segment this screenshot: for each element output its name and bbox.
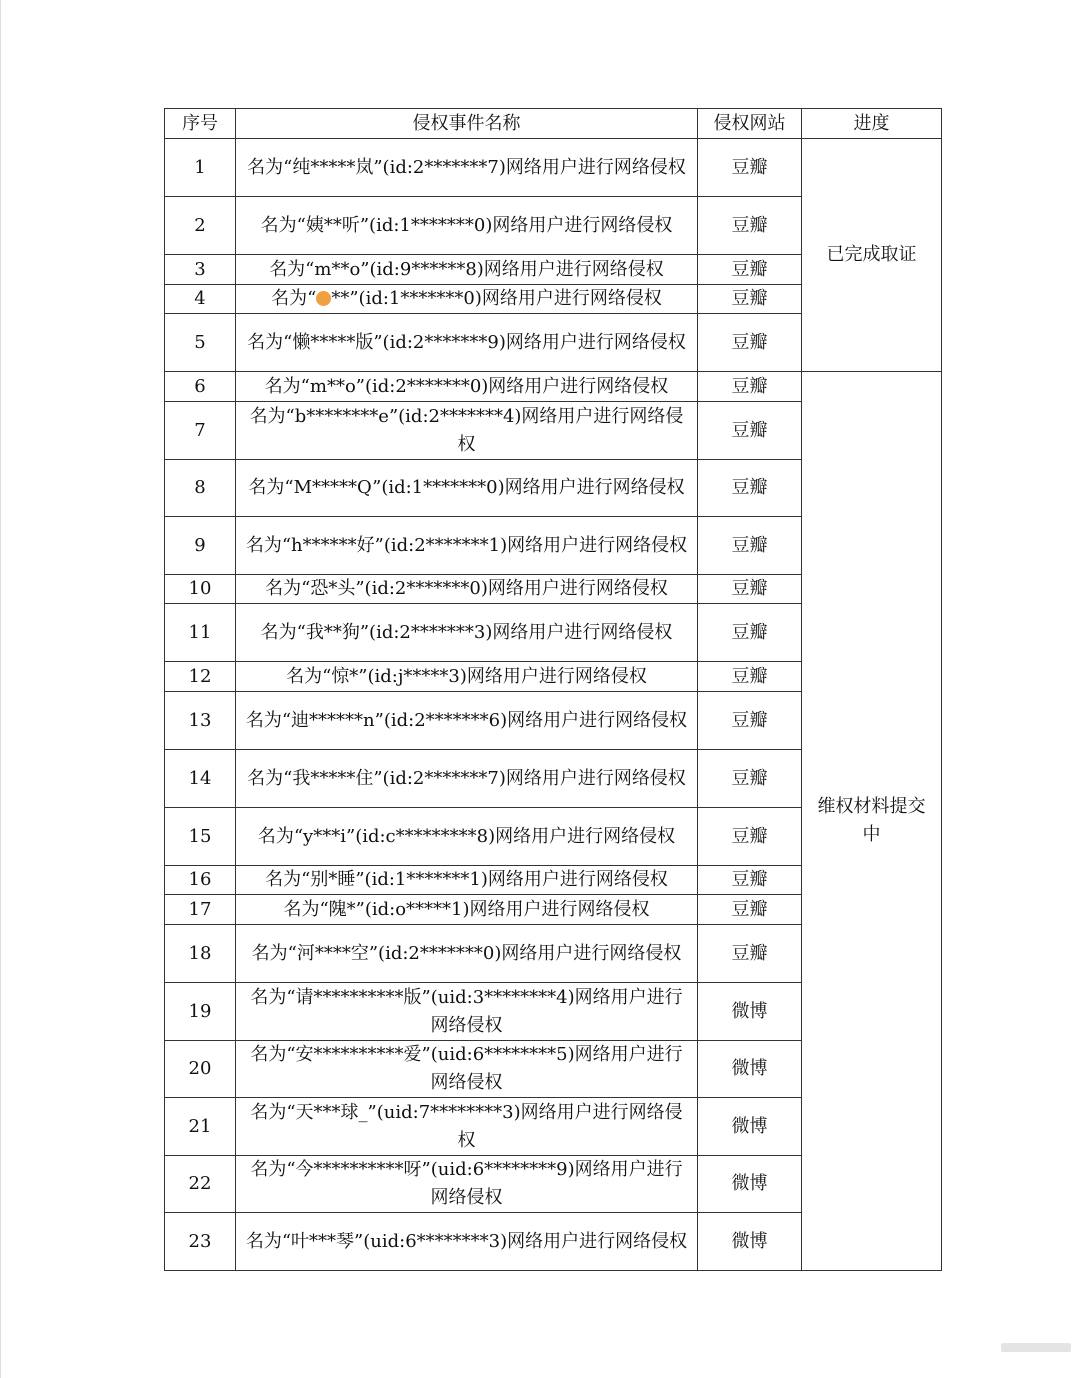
site: 豆瓣 (698, 517, 802, 575)
row-index: 6 (165, 372, 236, 402)
event-name: 名为“纯*****岚”(id:2*******7)网络用户进行网络侵权 (236, 139, 698, 197)
event-name: 名为“姨**听”(id:1*******0)网络用户进行网络侵权 (236, 197, 698, 255)
site: 豆瓣 (698, 372, 802, 402)
event-name (236, 285, 698, 314)
site: 豆瓣 (698, 575, 802, 604)
site: 豆瓣 (698, 866, 802, 895)
event-name: 名为“b********e”(id:2*******4)网络用户进行网络侵权 (236, 402, 698, 460)
site: 豆瓣 (698, 808, 802, 866)
table-row (165, 139, 942, 197)
row-index: 9 (165, 517, 236, 575)
event-name: 名为“h******好”(id:2*******1)网络用户进行网络侵权 (236, 517, 698, 575)
event-name: 名为“m**o”(id:2*******0)网络用户进行网络侵权 (236, 372, 698, 402)
row-index: 23 (165, 1213, 236, 1271)
event-name: 名为“懒*****版”(id:2*******9)网络用户进行网络侵权 (236, 314, 698, 372)
header-index: 序号 (165, 109, 236, 139)
site: 微博 (698, 1213, 802, 1271)
event-name: 名为“天***球_”(uid:7********3)网络用户进行网络侵权 (236, 1098, 698, 1156)
row-index: 18 (165, 925, 236, 983)
row-index: 20 (165, 1041, 236, 1098)
row-index: 14 (165, 750, 236, 808)
site: 豆瓣 (698, 402, 802, 460)
row-index: 15 (165, 808, 236, 866)
site: 微博 (698, 1156, 802, 1213)
row-index: 16 (165, 866, 236, 895)
event-name-rest: **”(id:1*******0)网络用户进行网络侵权 (331, 288, 662, 309)
site: 豆瓣 (698, 925, 802, 983)
row-index: 12 (165, 662, 236, 692)
header-site: 侵权网站 (698, 109, 802, 139)
event-name: 名为“请**********版”(uid:3********4)网络用户进行网络侵权 (236, 983, 698, 1041)
site: 豆瓣 (698, 314, 802, 372)
event-name: 名为“M*****Q”(id:1*******0)网络用户进行网络侵权 (236, 460, 698, 517)
event-name: 名为“我**狗”(id:2*******3)网络用户进行网络侵权 (236, 604, 698, 662)
row-index: 4 (165, 285, 236, 314)
site: 微博 (698, 1098, 802, 1156)
row-index: 7 (165, 402, 236, 460)
site: 豆瓣 (698, 255, 802, 285)
row-index: 17 (165, 895, 236, 925)
row-index: 13 (165, 692, 236, 750)
watermark-bar (1001, 1343, 1071, 1352)
table-row (165, 372, 942, 402)
header-progress: 进度 (802, 109, 942, 139)
site: 豆瓣 (698, 285, 802, 314)
progress-status: 已完成取证 (802, 139, 942, 372)
row-index: 11 (165, 604, 236, 662)
site: 豆瓣 (698, 139, 802, 197)
event-name-prefix: 名为“ (271, 288, 317, 309)
table-header-row (165, 109, 942, 139)
row-index: 3 (165, 255, 236, 285)
row-index: 1 (165, 139, 236, 197)
header-event-name: 侵权事件名称 (236, 109, 698, 139)
site: 微博 (698, 983, 802, 1041)
infringement-table (164, 108, 942, 1271)
row-index: 22 (165, 1156, 236, 1213)
row-index: 8 (165, 460, 236, 517)
event-name: 名为“叶***琴”(uid:6********3)网络用户进行网络侵权 (236, 1213, 698, 1271)
event-name: 名为“别*睡”(id:1*******1)网络用户进行网络侵权 (236, 866, 698, 895)
row-index: 19 (165, 983, 236, 1041)
progress-status: 维权材料提交中 (802, 372, 942, 1271)
row-index: 5 (165, 314, 236, 372)
event-name: 名为“今**********呀”(uid:6********9)网络用户进行网络侵权 (236, 1156, 698, 1213)
site: 豆瓣 (698, 750, 802, 808)
row-index: 10 (165, 575, 236, 604)
site: 豆瓣 (698, 692, 802, 750)
event-name: 名为“隗*”(id:o*****1)网络用户进行网络侵权 (236, 895, 698, 925)
site: 豆瓣 (698, 662, 802, 692)
face-emoji-icon (316, 291, 331, 306)
site: 豆瓣 (698, 460, 802, 517)
event-name: 名为“安**********爱”(uid:6********5)网络用户进行网络侵权 (236, 1041, 698, 1098)
site: 豆瓣 (698, 197, 802, 255)
event-name: 名为“河****空”(id:2*******0)网络用户进行网络侵权 (236, 925, 698, 983)
event-name: 名为“惊*”(id:j*****3)网络用户进行网络侵权 (236, 662, 698, 692)
event-name: 名为“恐*头”(id:2*******0)网络用户进行网络侵权 (236, 575, 698, 604)
event-name: 名为“我*****住”(id:2*******7)网络用户进行网络侵权 (236, 750, 698, 808)
event-name: 名为“y***i”(id:c*********8)网络用户进行网络侵权 (236, 808, 698, 866)
event-name: 名为“迪******n”(id:2*******6)网络用户进行网络侵权 (236, 692, 698, 750)
event-name: 名为“m**o”(id:9******8)网络用户进行网络侵权 (236, 255, 698, 285)
site: 豆瓣 (698, 604, 802, 662)
row-index: 21 (165, 1098, 236, 1156)
site: 微博 (698, 1041, 802, 1098)
site: 豆瓣 (698, 895, 802, 925)
row-index: 2 (165, 197, 236, 255)
